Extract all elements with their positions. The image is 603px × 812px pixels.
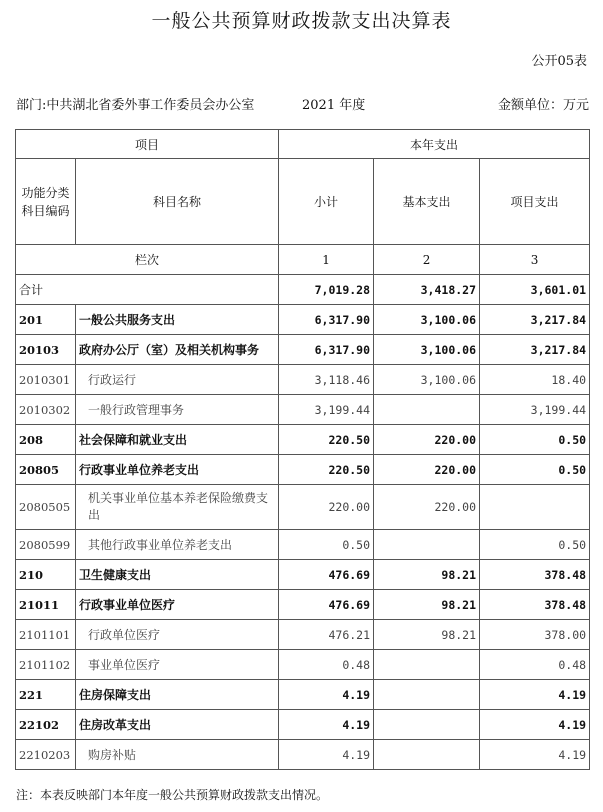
row-project: 3,217.84 — [480, 335, 590, 365]
footnote: 注：本表反映部门本年度一般公共预算财政拨款支出情况。 — [16, 788, 329, 802]
col-1: 1 — [279, 245, 374, 275]
row-project: 4.19 — [480, 740, 590, 770]
row-subtotal: 4.19 — [279, 740, 374, 770]
row-project: 378.48 — [480, 590, 590, 620]
col-label: 栏次 — [16, 245, 279, 275]
row-subtotal: 4.19 — [279, 710, 374, 740]
row-subject-name: 行政单位医疗 — [76, 620, 279, 650]
row-subtotal: 0.48 — [279, 650, 374, 680]
row-project: 0.50 — [480, 425, 590, 455]
table-row — [16, 680, 590, 710]
row-basic — [374, 680, 480, 710]
row-basic: 3,100.06 — [374, 335, 480, 365]
col-3: 3 — [480, 245, 590, 275]
total-label: 合计 — [16, 275, 279, 305]
row-basic — [374, 710, 480, 740]
header-item: 项目 — [16, 130, 279, 159]
row-code: 208 — [16, 425, 76, 455]
row-code: 2080505 — [16, 485, 76, 530]
header-project: 项目支出 — [480, 159, 590, 245]
form-code: 公开05表 — [531, 54, 587, 69]
total-basic: 3,418.27 — [374, 275, 480, 305]
row-code: 2101102 — [16, 650, 76, 680]
row-basic: 3,100.06 — [374, 365, 480, 395]
row-basic — [374, 530, 480, 560]
row-code: 21011 — [16, 590, 76, 620]
header-subtotal: 小计 — [279, 159, 374, 245]
row-subtotal: 6,317.90 — [279, 305, 374, 335]
expenditure-table — [15, 129, 590, 770]
row-subject-name: 住房改革支出 — [76, 710, 279, 740]
row-project: 0.50 — [480, 530, 590, 560]
table-row — [16, 395, 590, 425]
table-row — [16, 485, 590, 530]
total-row — [16, 275, 590, 305]
row-basic — [374, 395, 480, 425]
row-subject-name: 社会保障和就业支出 — [76, 425, 279, 455]
table-row — [16, 590, 590, 620]
row-code: 210 — [16, 560, 76, 590]
row-basic: 98.21 — [374, 590, 480, 620]
department-label: 部门:中共湖北省委外事工作委员会办公室 — [16, 98, 255, 113]
row-subject-name: 机关事业单位基本养老保险缴费支出 — [76, 485, 279, 530]
row-project: 0.48 — [480, 650, 590, 680]
row-code: 201 — [16, 305, 76, 335]
row-subtotal: 220.00 — [279, 485, 374, 530]
row-subject-name: 行政事业单位养老支出 — [76, 455, 279, 485]
page-title: 一般公共预算财政拨款支出决算表 — [151, 10, 452, 32]
row-project: 4.19 — [480, 680, 590, 710]
row-code: 20805 — [16, 455, 76, 485]
row-subject-name: 事业单位医疗 — [76, 650, 279, 680]
row-code: 2210203 — [16, 740, 76, 770]
table-row — [16, 650, 590, 680]
row-subject-name: 行政事业单位医疗 — [76, 590, 279, 620]
header-subject-name: 科目名称 — [76, 159, 279, 245]
col-2: 2 — [374, 245, 480, 275]
row-project: 378.00 — [480, 620, 590, 650]
column-number-row — [16, 245, 590, 275]
row-code: 2101101 — [16, 620, 76, 650]
table-row — [16, 620, 590, 650]
table-row — [16, 335, 590, 365]
row-subtotal: 476.21 — [279, 620, 374, 650]
row-subtotal: 3,118.46 — [279, 365, 374, 395]
table-row — [16, 710, 590, 740]
row-basic: 220.00 — [374, 485, 480, 530]
header-row-2 — [16, 159, 590, 245]
row-project: 18.40 — [480, 365, 590, 395]
total-subtotal: 7,019.28 — [279, 275, 374, 305]
row-code: 2080599 — [16, 530, 76, 560]
row-subject-name: 卫生健康支出 — [76, 560, 279, 590]
table-row — [16, 530, 590, 560]
row-subtotal: 220.50 — [279, 455, 374, 485]
year-label: 2021 年度 — [302, 98, 366, 113]
row-subject-name: 其他行政事业单位养老支出 — [76, 530, 279, 560]
row-basic: 220.00 — [374, 425, 480, 455]
row-subject-name: 行政运行 — [76, 365, 279, 395]
header-row-1 — [16, 130, 590, 159]
row-code: 22102 — [16, 710, 76, 740]
row-code: 2010301 — [16, 365, 76, 395]
row-subtotal: 476.69 — [279, 590, 374, 620]
row-basic: 98.21 — [374, 620, 480, 650]
row-subtotal: 0.50 — [279, 530, 374, 560]
header-func-code: 功能分类科目编码 — [16, 159, 76, 245]
row-project: 3,199.44 — [480, 395, 590, 425]
row-code: 2010302 — [16, 395, 76, 425]
unit-label: 金额单位：万元 — [497, 98, 589, 113]
row-subject-name: 一般公共服务支出 — [76, 305, 279, 335]
row-basic: 98.21 — [374, 560, 480, 590]
row-basic — [374, 650, 480, 680]
header-basic: 基本支出 — [374, 159, 480, 245]
row-subtotal: 476.69 — [279, 560, 374, 590]
row-subtotal: 3,199.44 — [279, 395, 374, 425]
row-subject-name: 购房补贴 — [76, 740, 279, 770]
table-row — [16, 455, 590, 485]
table-row — [16, 560, 590, 590]
row-code: 20103 — [16, 335, 76, 365]
table-row — [16, 365, 590, 395]
total-project: 3,601.01 — [480, 275, 590, 305]
table-row — [16, 740, 590, 770]
row-code: 221 — [16, 680, 76, 710]
table-row — [16, 305, 590, 335]
row-basic — [374, 740, 480, 770]
row-subtotal: 4.19 — [279, 680, 374, 710]
row-subject-name: 住房保障支出 — [76, 680, 279, 710]
header-current-year: 本年支出 — [279, 130, 590, 159]
row-project: 3,217.84 — [480, 305, 590, 335]
table-row — [16, 425, 590, 455]
row-project: 378.48 — [480, 560, 590, 590]
row-subject-name: 一般行政管理事务 — [76, 395, 279, 425]
row-project: 0.50 — [480, 455, 590, 485]
row-project: 4.19 — [480, 710, 590, 740]
row-subtotal: 6,317.90 — [279, 335, 374, 365]
row-subject-name: 政府办公厅（室）及相关机构事务 — [76, 335, 279, 365]
row-basic: 220.00 — [374, 455, 480, 485]
row-basic: 3,100.06 — [374, 305, 480, 335]
row-project — [480, 485, 590, 530]
row-subtotal: 220.50 — [279, 425, 374, 455]
